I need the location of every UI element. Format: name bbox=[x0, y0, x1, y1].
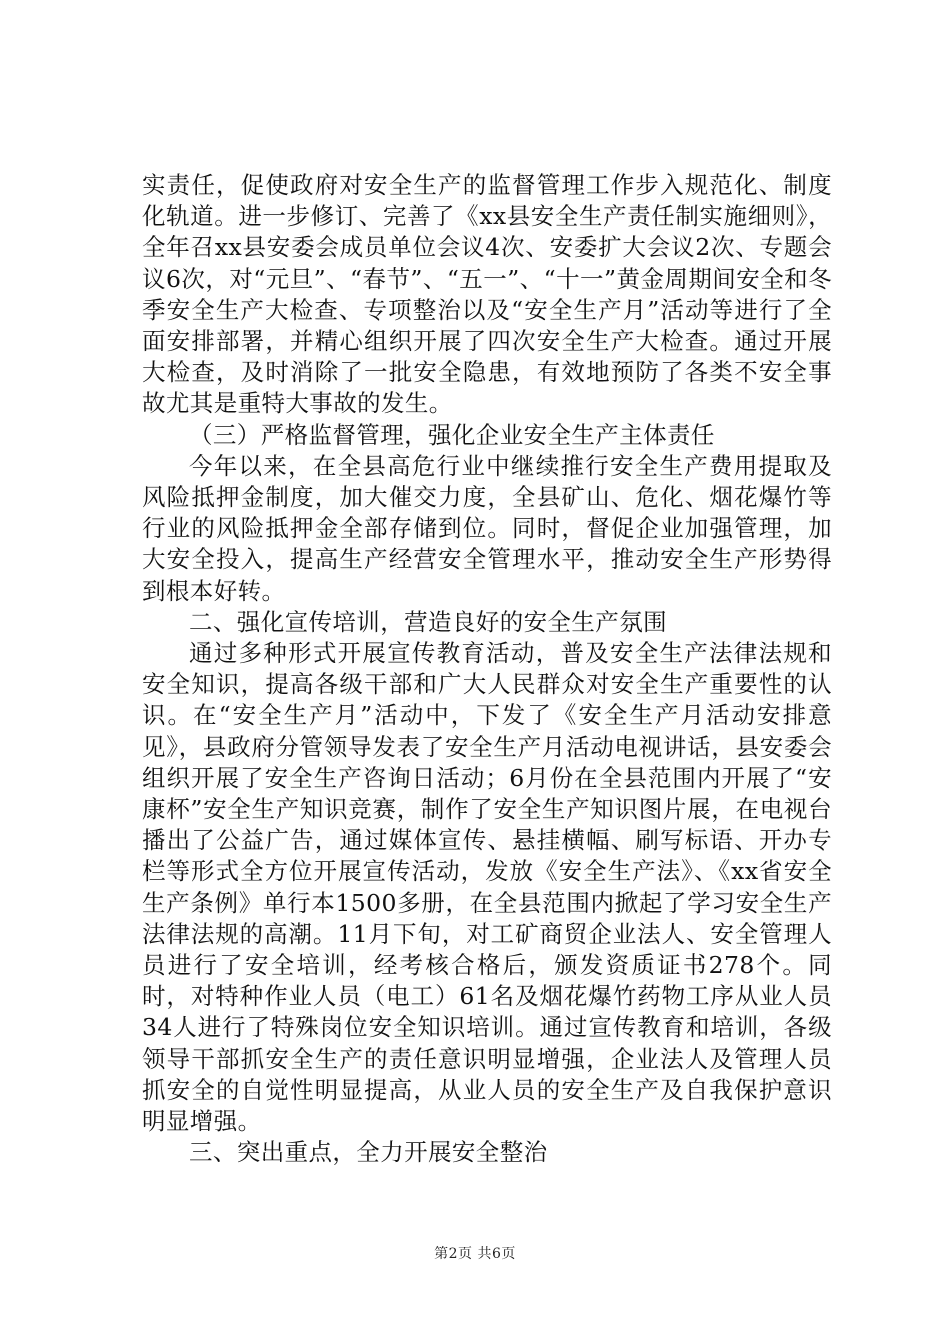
document-body bbox=[142, 170, 832, 1169]
section-heading-3-rectification: 三、突出重点，全力开展安全整治 bbox=[189, 1138, 548, 1167]
section-heading-2: 二、强化宣传培训，营造良好的安全生产氛围 bbox=[189, 607, 667, 636]
page-number-footer: 第2页 共6页 bbox=[434, 1246, 516, 1262]
paragraph-risk-deposit: 今年以来，在全县高危行业中继续推行安全生产费用提取及风险抵押金制度，加大催交力度，全县矿山、危化、烟花爆竹等行业的风险抵押金全部存储到位。同时，督促企业加强管理，加大安全投入，提高生产经营安全管理水平，推动安全生产形势得到根本好转。 bbox=[142, 451, 832, 605]
section-heading-3: （三）严格监督管理，强化企业安全生产主体责任 bbox=[189, 420, 715, 449]
paragraph-continuation: 实责任，促使政府对安全生产的监督管理工作步入规范化、制度化轨道。进一步修订、完善了《xx县安全生产责任制实施细则》，全年召xx县安委会成员单位会议4次、安委扩大会议2次、专题会议6次，对“元旦”、“春节”、“五一”、“十一”黄金周期间安全和冬季安全生产大检查、专项整治以及“安全生产月”活动等进行了全面安排部署，并精心组织开展了四次安全生产大检查。通过开展大检查，及时消除了一批安全隐患，有效地预防了各类不安全事故尤其是重特大事故的发生。 bbox=[142, 171, 832, 418]
paragraph-publicity-training: 通过多种形式开展宣传教育活动，普及安全生产法律法规和安全知识，提高各级干部和广大人民群众对安全生产重要性的认识。在“安全生产月”活动中，下发了《安全生产月活动安排意见》，县政府分管领导发表了安全生产月活动电视讲话，县安委会组织开展了安全生产咨询日活动；6月份在全县范围内开展了“安康杯”安全生产知识竞赛，制作了安全生产知识图片展，在电视台播出了公益广告，通过媒体宣传、悬挂横幅、刷写标语、开办专栏等形式全方位开展宣传活动，发放《安全生产法》、《xx省安全生产条例》单行本1500多册，在全县范围内掀起了学习安全生产法律法规的高潮。11月下旬，对工矿商贸企业法人、安全管理人员进行了安全培训，经考核合格后，颁发资质证书278个。同时，对特种作业人员（电工）61名及烟花爆竹药物工序从业人员34人进行了特殊岗位安全知识培训。通过宣传教育和培训，各级领导干部抓安全生产的责任意识明显增强，企业法人及管理人员抓安全的自觉性明显提高，从业人员的安全生产及自我保护意识明显增强。 bbox=[142, 639, 832, 1136]
